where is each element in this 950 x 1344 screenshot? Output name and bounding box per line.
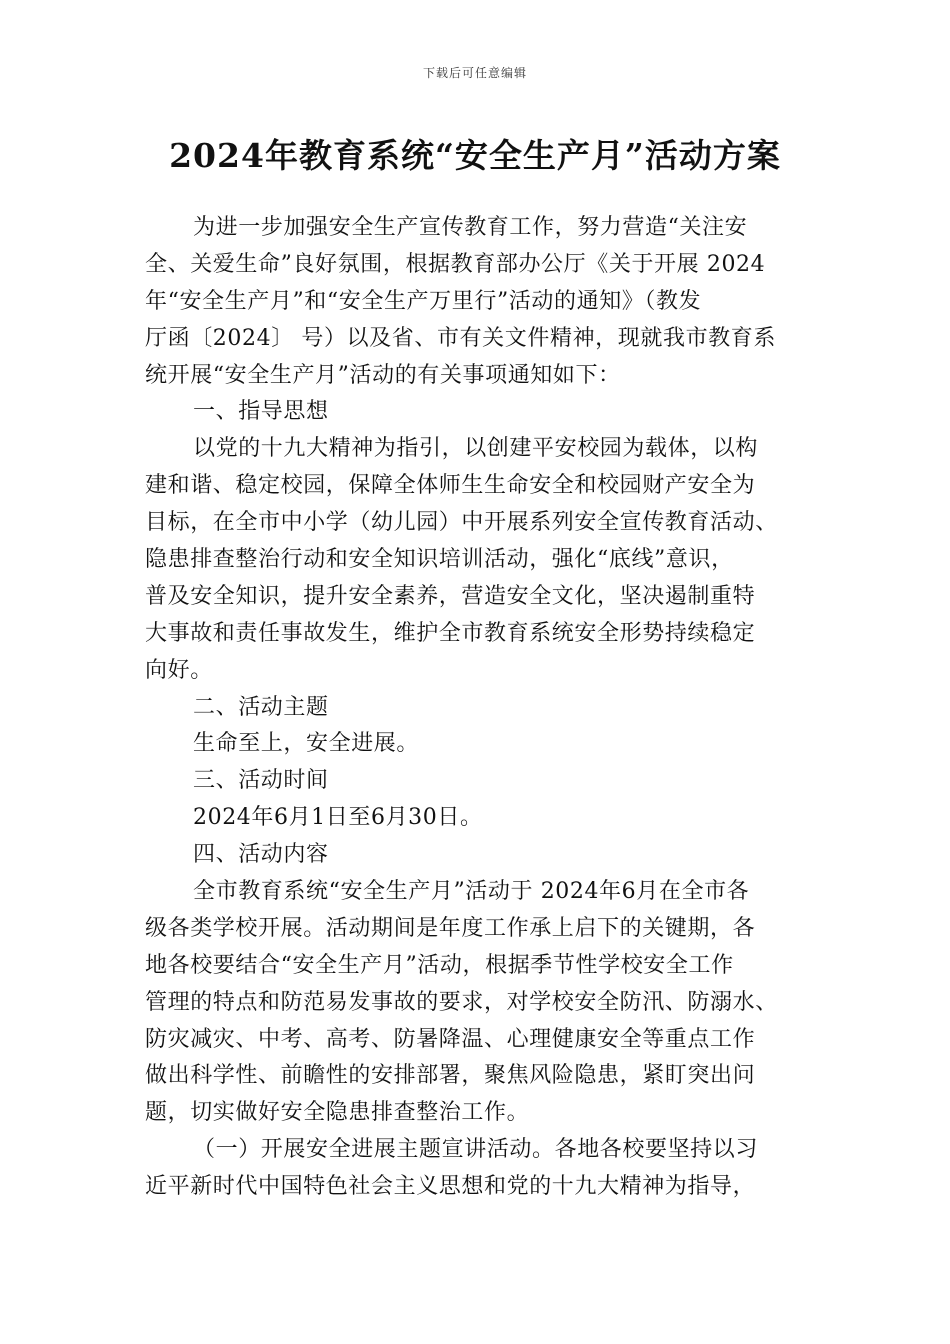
text-line: 统开展“安全生产月”活动的有关事项通知如下： [145, 362, 621, 388]
text-line: 一、指导思想 [193, 399, 329, 425]
header-note: 下载后可任意编辑 [422, 66, 527, 80]
text-line: 防灾减灾、中考、高考、防暑降温、心理健康安全等重点工作 [145, 1026, 756, 1052]
text-line: 建和谐、稳定校园，保障全体师生生命安全和校园财产安全为 [145, 473, 756, 499]
text-line: （一）开展安全进展主题宣讲活动。各地各校要坚持以习 [193, 1137, 759, 1163]
text-line: 年“安全生产月”和“安全生产万里行”活动的通知》（教发 [145, 288, 702, 314]
text-line: 近平新时代中国特色社会主义思想和党的十九大精神为指导， [145, 1174, 756, 1200]
text-line: 普及安全知识，提升安全素养，营造安全文化，坚决遏制重特 [145, 583, 756, 609]
text-line: 厅函〔2024〕 号）以及省、市有关文件精神，现就我市教育系 [145, 325, 776, 351]
text-line: 做出科学性、前瞻性的安排部署，聚焦风险隐患，紧盯突出问 [145, 1063, 756, 1089]
text-line: 为进一步加强安全生产宣传教育工作，努力营造“关注安 [193, 215, 748, 240]
text-line: 目标，在全市中小学（幼儿园）中开展系列安全宣传教育活动、 [145, 510, 778, 536]
text-line: 2024年6月1日至6月30日。 [193, 805, 483, 831]
text-line: 级各类学校开展。活动期间是年度工作承上启下的关键期，各 [145, 915, 756, 941]
text-line: 全市教育系统“安全生产月”活动于 2024年6月在全市各 [193, 879, 750, 905]
text-line: 题，切实做好安全隐患排查整治工作。 [145, 1100, 530, 1126]
text-line: 大事故和责任事故发生，维护全市教育系统安全形势持续稳定 [145, 620, 756, 646]
text-line: 向好。 [145, 657, 213, 683]
text-line: 管理的特点和防范易发事故的要求，对学校安全防汛、防溺水、 [145, 989, 778, 1015]
text-line: 全、关爱生命”良好氛围，根据教育部办公厅《关于开展 2024 [145, 251, 766, 277]
document-title: 2024年教育系统“安全生产月”活动方案 [169, 136, 781, 175]
text-line: 以党的十九大精神为指引，以创建平安校园为载体，以构 [193, 436, 759, 462]
text-line: 地各校要结合“安全生产月”活动，根据季节性学校安全工作 [145, 952, 734, 978]
document-body [145, 210, 825, 1206]
text-line: 四、活动内容 [193, 842, 329, 868]
text-line: 隐患排查整治行动和安全知识培训活动，强化“底线”意识， [145, 547, 734, 573]
text-line: 三、活动时间 [193, 768, 329, 794]
text-line: 二、活动主题 [193, 694, 329, 720]
text-line: 生命至上，安全进展。 [193, 731, 420, 757]
